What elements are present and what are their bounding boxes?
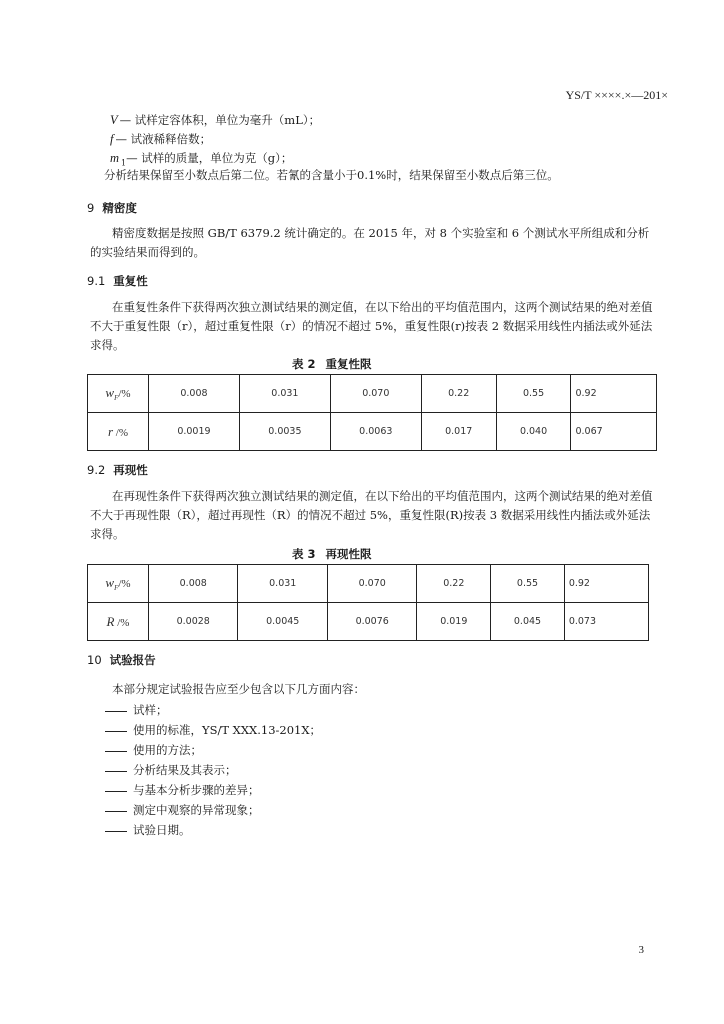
dash-mark (105, 831, 127, 832)
table-3-caption (292, 546, 372, 562)
section-number: 9.1 (87, 274, 106, 288)
table-2-caption (292, 356, 372, 372)
variable-v-line (110, 112, 320, 128)
document-code-header: YS/T ××××.×—201× (565, 88, 668, 102)
caption-title: 重复性限 (325, 357, 372, 371)
caption-number: 表 2 (292, 357, 316, 371)
table-row (88, 413, 657, 451)
section-9-heading (87, 200, 137, 216)
section-title: 试验报告 (109, 653, 156, 667)
variable-f-line (110, 131, 211, 147)
variable-symbol: m (110, 151, 120, 165)
section-number: 9.2 (87, 463, 106, 477)
reproducibility-table (87, 564, 649, 641)
table-cell: 0.0063 (330, 413, 421, 451)
dash-mark (105, 711, 127, 712)
variable-desc: — 试液稀释倍数； (115, 132, 212, 146)
result-rounding-note: 分析结果保留至小数点后第二位。若氰的含量小于0.1%时，结果保留至小数点后第三位。 (104, 168, 559, 182)
dash-mark (105, 811, 127, 812)
list-item: 使用的标准，YS/T XXX.13-201X； (105, 722, 321, 738)
list-item: 试验日期。 (105, 822, 191, 838)
list-item: 分析结果及其表示； (105, 762, 237, 778)
section-title: 重复性 (113, 274, 148, 288)
variable-m-line (110, 150, 292, 167)
table-row (88, 603, 649, 641)
table-cell: 0.22 (421, 375, 496, 413)
table-cell: 0.0076 (327, 603, 416, 641)
page-number: 3 (638, 944, 644, 956)
table-cell: 0.0035 (239, 413, 330, 451)
row-label-r: r /% (88, 413, 149, 451)
table-cell: 0.031 (239, 375, 330, 413)
variable-subscript: 1 (121, 158, 127, 168)
caption-title: 再现性限 (325, 547, 372, 561)
table-cell: 0.031 (238, 565, 327, 603)
list-item: 测定中观察的异常现象； (105, 802, 260, 818)
dash-mark (105, 751, 127, 752)
section-9-1-body: 在重复性条件下获得两次独立测试结果的测定值，在以下给出的平均值范围内，这两个测试结果的绝对差值不大于重复性限（r），超过重复性限（r）的情况不超过 5%，重复性限(r)按表 2 数据采用线性内插法或外延法求得。 (90, 300, 653, 352)
table-cell: 0.017 (421, 413, 496, 451)
section-title: 精密度 (102, 201, 137, 215)
table-cell: 0.22 (417, 565, 491, 603)
section-10-intro: 本部分规定试验报告应至少包含以下几方面内容： (112, 682, 365, 696)
variable-symbol: V (110, 113, 118, 127)
section-9-2-heading (87, 462, 148, 478)
table-cell: 0.019 (417, 603, 491, 641)
table-cell: 0.040 (496, 413, 571, 451)
table-cell: 0.070 (330, 375, 421, 413)
row-label-wf: $w_F/\%$ (88, 375, 149, 413)
row-label-r: R /% (88, 603, 149, 641)
table-cell: 0.55 (496, 375, 571, 413)
dash-mark (105, 771, 127, 772)
table-cell: 0.0028 (149, 603, 238, 641)
table-cell: 0.55 (491, 565, 565, 603)
list-item: 使用的方法； (105, 742, 202, 758)
section-title: 再现性 (113, 463, 148, 477)
section-9-2-body: 在再现性条件下获得两次独立测试结果的测定值，在以下给出的平均值范围内，这两个测试结果的绝对差值不大于再现性限（R），超过再现性（R）的情况不超过 5%，重复性限(R)按表 3 数据采用线性内插法或外延法求得。 (90, 489, 653, 541)
section-number: 9 (87, 201, 95, 215)
section-9-body: 精密度数据是按照 GB/T 6379.2 统计确定的。在 2015 年，对 8 个实验室和 6 个测试水平所组成和分析的实验结果而得到的。 (90, 226, 650, 259)
section-9-1-heading (87, 273, 148, 289)
variable-desc: — 试样的质量，单位为克（g）； (126, 151, 293, 165)
list-item: 与基本分析步骤的差异； (105, 782, 260, 798)
table-cell: 0.008 (149, 375, 240, 413)
table-row (88, 375, 657, 413)
table-row (88, 565, 649, 603)
table-cell: 0.0045 (238, 603, 327, 641)
table-cell: 0.008 (149, 565, 238, 603)
dash-mark (105, 731, 127, 732)
table-cell: 0.92 (571, 375, 657, 413)
row-label-wf: $w_F/\%$ (88, 565, 149, 603)
section-number: 10 (87, 653, 102, 667)
variable-desc: — 试样定容体积，单位为毫升（mL）； (119, 113, 321, 127)
list-item: 试样； (105, 702, 168, 718)
table-cell: 0.045 (491, 603, 565, 641)
repeatability-table (87, 374, 657, 451)
table-cell: 0.92 (564, 565, 648, 603)
caption-number: 表 3 (292, 547, 316, 561)
table-cell: 0.0019 (149, 413, 240, 451)
table-cell: 0.067 (571, 413, 657, 451)
section-10-heading (87, 652, 156, 668)
variable-symbol: f (110, 132, 114, 146)
table-cell: 0.073 (564, 603, 648, 641)
table-cell: 0.070 (327, 565, 416, 603)
dash-mark (105, 791, 127, 792)
